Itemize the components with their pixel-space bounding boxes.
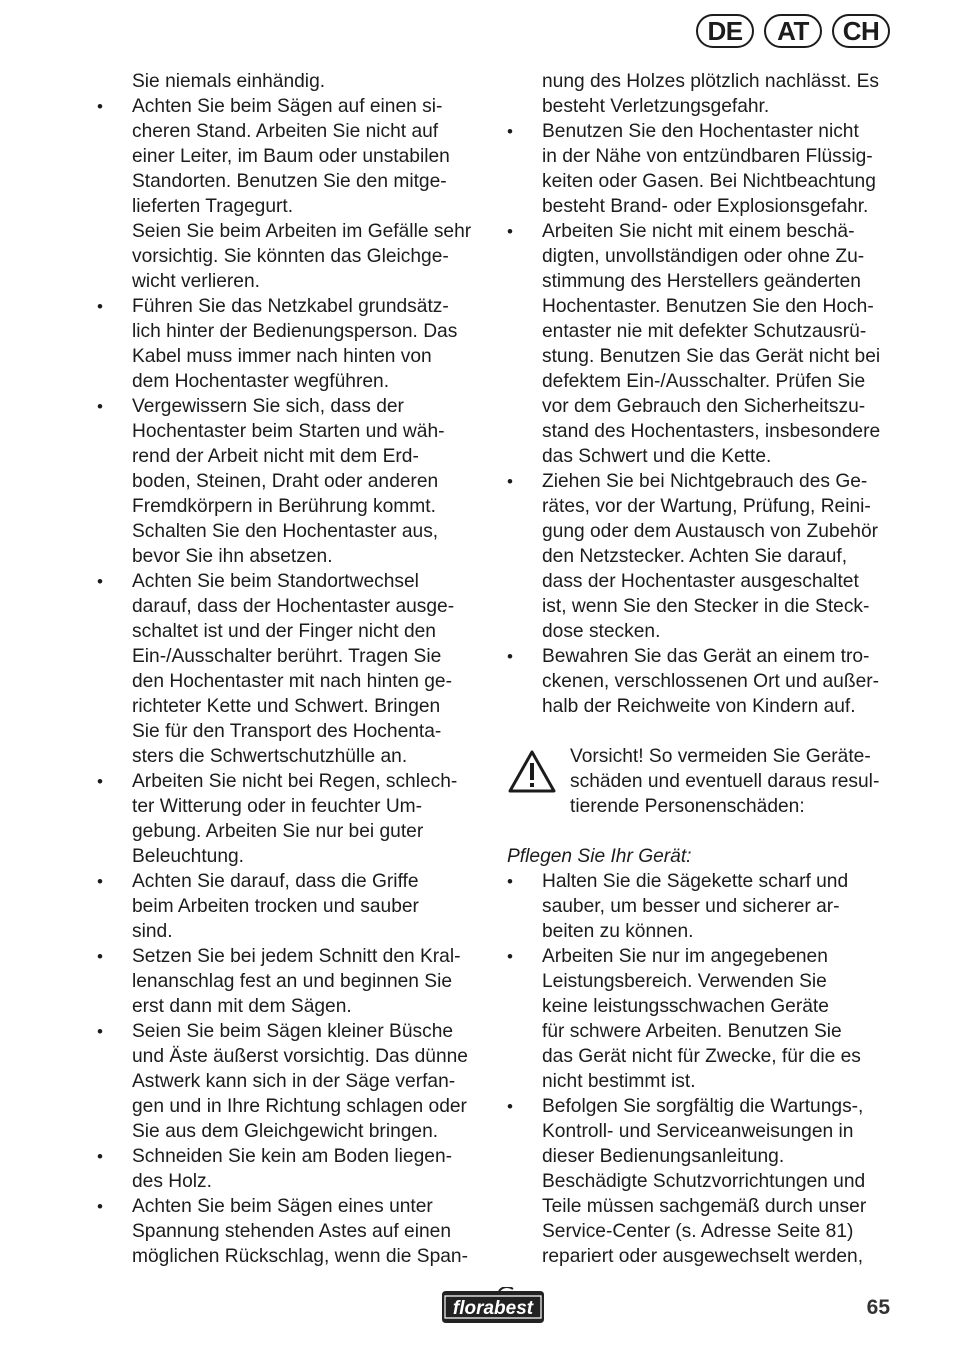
text-line: Hochentaster. Benutzen Sie den Hoch- (542, 296, 874, 317)
country-badge-de: DE (696, 14, 754, 48)
bullet-item (97, 94, 485, 294)
text-line: rend der Arbeit nicht mit dem Erd- (132, 446, 419, 467)
text-line: repariert oder ausgewechselt werden, (542, 1246, 864, 1267)
text-line: nung des Holzes plötzlich nachlässt. Es (542, 71, 880, 92)
text-line: Seien Sie beim Arbeiten im Gefälle sehr (132, 221, 472, 242)
care-bullet-list (507, 869, 891, 1269)
text-line: für schwere Arbeiten. Benutzen Sie (542, 1021, 842, 1042)
text-line: stimmung des Herstellers geänderten (542, 271, 861, 292)
right-column (507, 69, 891, 1269)
text-line: bevor Sie ihn absetzen. (132, 546, 333, 567)
text-line: lenanschlag fest an und beginnen Sie (132, 971, 453, 992)
bullet-item (507, 644, 891, 719)
bullet-item (507, 944, 891, 1094)
text-line: Vorsicht! So vermeiden Sie Geräte- (570, 746, 871, 767)
text-line: • Achten Sie beim Sägen eines unter (132, 1196, 433, 1217)
text-line: • Bewahren Sie das Gerät an einem tro- (542, 646, 870, 667)
text-line: • Arbeiten Sie nicht mit einem beschä- (542, 221, 855, 242)
warning-note (507, 744, 891, 819)
country-badge-at: AT (764, 14, 822, 48)
text-line: sauber, um besser und sicherer ar- (542, 896, 840, 917)
left-intro (97, 69, 485, 94)
bullet-item (97, 944, 485, 1019)
text-line: boden, Steinen, Draht oder anderen (132, 471, 439, 492)
text-line: • Achten Sie darauf, dass die Griffe (132, 871, 419, 892)
text-line: sters die Schwertschutzhülle an. (132, 746, 408, 767)
svg-text:florabest: florabest (452, 1298, 534, 1319)
text-line: schäden und eventuell daraus resul- (570, 771, 880, 792)
text-line: • Setzen Sie bei jedem Schnitt den Kral- (132, 946, 461, 967)
text-line: dem Hochentaster wegführen. (132, 371, 390, 392)
text-line: den Netzstecker. Achten Sie darauf, (542, 546, 848, 567)
bullet-item (97, 294, 485, 394)
text-line: Leistungsbereich. Verwenden Sie (542, 971, 827, 992)
text-line: • Benutzen Sie den Hochentaster nicht (542, 121, 859, 142)
text-line: • Seien Sie beim Sägen kleiner Büsche (132, 1021, 454, 1042)
text-line: nicht bestimmt ist. (542, 1071, 696, 1092)
text-line: dieser Bedienungsanleitung. (542, 1146, 785, 1167)
text-line: keine leistungsschwachen Geräte (542, 996, 829, 1017)
text-line: Sie aus dem Gleichgewicht bringen. (132, 1121, 439, 1142)
text-line: des Holz. (132, 1171, 212, 1192)
text-line: keiten oder Gasen. Bei Nichtbeachtung (542, 171, 876, 192)
text-line: schaltet ist und der Finger nicht den (132, 621, 436, 642)
text-line: halb der Reichweite von Kindern auf. (542, 696, 856, 717)
text-line: darauf, dass der Hochentaster ausge- (132, 596, 455, 617)
text-line: Spannung stehenden Astes auf einen (132, 1221, 451, 1242)
text-line: rätes, vor der Wartung, Prüfung, Reini- (542, 496, 871, 517)
text-line: • Schneiden Sie kein am Boden liegen- (132, 1146, 453, 1167)
bullet-item (507, 469, 891, 644)
text-line: • Achten Sie beim Sägen auf einen si- (132, 96, 443, 117)
text-line: dose stecken. (542, 621, 661, 642)
text-line: entaster nie mit defekter Schutzausrü- (542, 321, 867, 342)
text-line: • Führen Sie das Netzkabel grundsätz- (132, 296, 449, 317)
text-line: einer Leiter, im Baum oder unstabilen (132, 146, 450, 167)
text-line: gebung. Arbeiten Sie nur bei guter (132, 821, 424, 842)
text-line: das Gerät nicht für Zwecke, für die es (542, 1046, 861, 1067)
text-line: gung oder dem Austausch von Zubehör (542, 521, 879, 542)
bullet-item (507, 869, 891, 944)
bullet-item (97, 1019, 485, 1144)
text-line: dass der Hochentaster ausgeschaltet (542, 571, 859, 592)
text-line: Teile müssen sachgemäß durch unser (542, 1196, 867, 1217)
left-bullet-list (97, 94, 485, 1269)
bullet-item (507, 1094, 891, 1269)
right-bullet-list (507, 119, 891, 719)
text-line: tierende Personenschäden: (570, 796, 805, 817)
text-line: ist, wenn Sie den Stecker in die Steck- (542, 596, 870, 617)
text-line: ter Witterung oder in feuchter Um- (132, 796, 423, 817)
text-line: ckenen, verschlossenen Ort und außer- (542, 671, 880, 692)
text-line: • Achten Sie beim Standortwechsel (132, 571, 419, 592)
text-line: Service-Center (s. Adresse Seite 81) (542, 1221, 854, 1242)
text-line: Astwerk kann sich in der Säge verfan- (132, 1071, 456, 1092)
page-number: 65 (866, 1296, 890, 1319)
bullet-item (97, 394, 485, 569)
text-line: Ein-/Ausschalter berührt. Tragen Sie (132, 646, 442, 667)
warning-triangle-icon (507, 749, 557, 794)
warning-text (570, 744, 891, 819)
bullet-item (97, 1194, 485, 1269)
text-line: • Ziehen Sie bei Nichtgebrauch des Ge- (542, 471, 868, 492)
text-line: Beleuchtung. (132, 846, 245, 867)
text-line: erst dann mit dem Sägen. (132, 996, 352, 1017)
text-line: Sie niemals einhändig. (132, 71, 326, 92)
text-line: defektem Ein-/Ausschalter. Prüfen Sie (542, 371, 866, 392)
country-badge-ch: CH (832, 14, 890, 48)
text-line: Sie für den Transport des Hochenta- (132, 721, 442, 742)
text-line: Beschädigte Schutzvorrichtungen und (542, 1171, 866, 1192)
text-line: beim Arbeiten trocken und sauber (132, 896, 419, 917)
text-line: in der Nähe von entzündbaren Flüssig- (542, 146, 873, 167)
bullet-item (97, 569, 485, 769)
text-line: stung. Benutzen Sie das Gerät nicht bei (542, 346, 881, 367)
text-line: Schalten Sie den Hochentaster aus, (132, 521, 439, 542)
bullet-item (507, 219, 891, 469)
text-line: stand des Hochentasters, insbesondere (542, 421, 881, 442)
text-line: • Halten Sie die Sägekette scharf und (542, 871, 849, 892)
right-intro (507, 69, 891, 119)
text-line: das Schwert und die Kette. (542, 446, 772, 467)
left-column (97, 69, 485, 1269)
text-line: Kontroll- und Serviceanweisungen in (542, 1121, 854, 1142)
text-line: cheren Stand. Arbeiten Sie nicht auf (132, 121, 439, 142)
text-line: digten, unvollständigen oder ohne Zu- (542, 246, 865, 267)
text-line: • Arbeiten Sie nur im angegebenen (542, 946, 828, 967)
text-line: Kabel muss immer nach hinten von (132, 346, 432, 367)
text-line: gen und in Ihre Richtung schlagen oder (132, 1096, 467, 1117)
text-line: Hochentaster beim Starten und wäh- (132, 421, 445, 442)
text-line: lich hinter der Bedienungsperson. Das (132, 321, 458, 342)
text-line: • Vergewissern Sie sich, dass der (132, 396, 404, 417)
bullet-item (97, 869, 485, 944)
bullet-item (97, 769, 485, 869)
text-line: besteht Brand- oder Explosionsgefahr. (542, 196, 869, 217)
text-line: möglichen Rückschlag, wenn die Span- (132, 1246, 468, 1267)
text-line: und Äste äußerst vorsichtig. Das dünne (132, 1046, 468, 1067)
country-badges (696, 14, 890, 48)
text-line: sind. (132, 921, 173, 942)
text-line: • Arbeiten Sie nicht bei Regen, schlech- (132, 771, 458, 792)
text-line: lieferten Tragegurt. (132, 196, 294, 217)
text-line: den Hochentaster mit nach hinten ge- (132, 671, 452, 692)
text-line: • Befolgen Sie sorgfältig die Wartungs-, (542, 1096, 864, 1117)
text-line: richteter Kette und Schwert. Bringen (132, 696, 441, 717)
text-line: besteht Verletzungsgefahr. (542, 96, 770, 117)
florabest-logo (439, 1287, 547, 1325)
text-line: Fremdkörpern in Berührung kommt. (132, 496, 436, 517)
bullet-item (97, 1144, 485, 1194)
text-line: vorsichtig. Sie könnten das Gleichge- (132, 246, 449, 267)
text-line: wicht verlieren. (132, 271, 260, 292)
text-line: Standorten. Benutzen Sie den mitge- (132, 171, 447, 192)
bullet-item (507, 119, 891, 219)
section-title-care: Pflegen Sie Ihr Gerät: (507, 846, 692, 867)
text-line: beiten zu können. (542, 921, 694, 942)
text-line: vor dem Gebrauch den Sicherheitszu- (542, 396, 866, 417)
